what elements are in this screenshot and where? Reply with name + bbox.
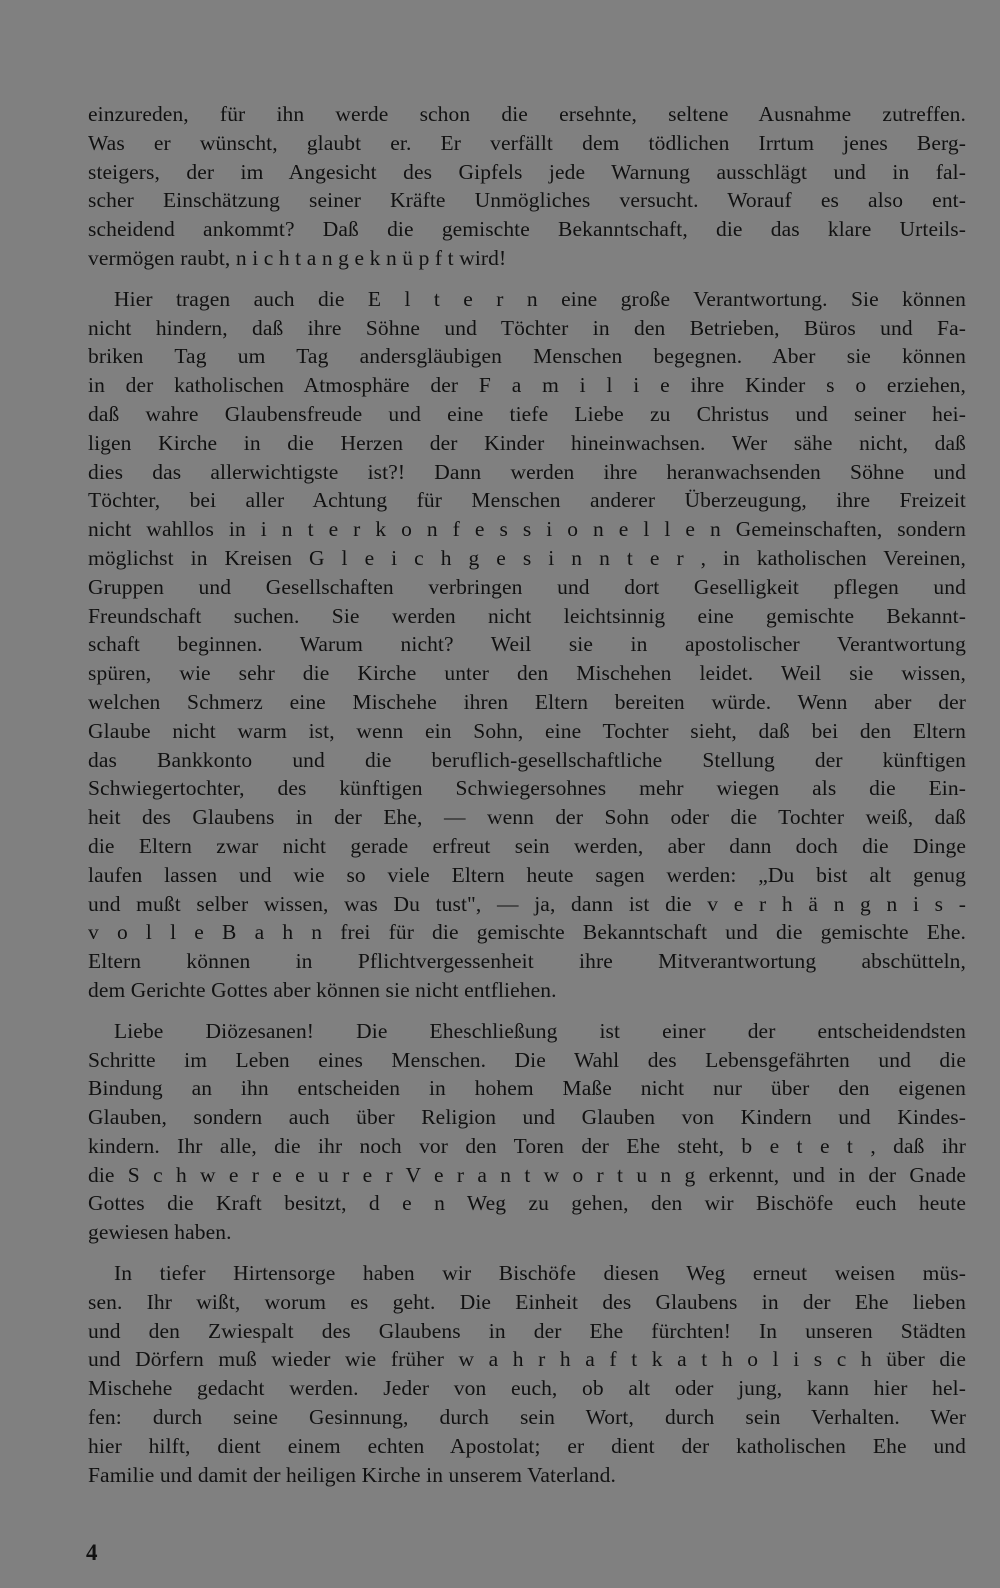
text-line: nicht hindern, daß ihre Söhne und Töchter in den Betrieben, Büros und Fa- <box>88 315 966 340</box>
text-line: Töchter, bei aller Achtung für Menschen anderer Überzeugung, ihre Freizeit <box>88 488 966 513</box>
paragraph-3 <box>88 1017 966 1247</box>
text-line: und mußt selber wissen, was Du tust", — ja, dann ist die v e r h ä n g n i s - <box>88 891 966 916</box>
text-line: In tiefer Hirtensorge haben wir Bischöfe diesen Weg erneut weisen müs- <box>114 1261 966 1286</box>
text-line: sen. Ihr wißt, worum es geht. Die Einheit des Glaubens in der Ehe lieben <box>88 1289 966 1314</box>
text-line: laufen lassen und wie so viele Eltern heute sagen werden: „Du bist alt genug <box>88 862 966 887</box>
text-line: scheidend ankommt? Daß die gemischte Bekanntschaft, die das klare Urteils- <box>88 217 966 242</box>
text-line: fen: durch seine Gesinnung, durch sein Wort, durch sein Verhalten. Wer <box>88 1405 966 1430</box>
text-line: spüren, wie sehr die Kirche unter den Mischehen leidet. Weil sie wissen, <box>88 661 966 686</box>
text-line: dies das allerwichtigste ist?! Dann werden ihre heranwachsenden Söhne und <box>88 459 966 484</box>
text-line: briken Tag um Tag andersgläubigen Menschen begegnen. Aber sie können <box>88 344 966 369</box>
document-body <box>88 100 966 1501</box>
text-line: Liebe Diözesanen! Die Eheschließung ist einer der entscheidendsten <box>114 1018 966 1043</box>
text-line: die Eltern zwar nicht gerade erfreut sein werden, aber dann doch die Dinge <box>88 833 966 858</box>
text-line: Glauben, sondern auch über Religion und Glauben von Kindern und Kindes- <box>88 1105 966 1130</box>
text-line: hier hilft, dient einem echten Apostolat; er dient der katholischen Ehe und <box>88 1433 966 1458</box>
text-line: Glaube nicht warm ist, wenn ein Sohn, eine Tochter sieht, daß bei den Eltern <box>88 718 966 743</box>
text-line: vermögen raubt, n i c h t a n g e k n ü p f t wird! <box>88 245 507 270</box>
text-line: scher Einschätzung seiner Kräfte Unmögliches versucht. Worauf es also ent- <box>88 188 966 213</box>
text-line: heit des Glaubens in der Ehe, — wenn der Sohn oder die Tochter weiß, daß <box>88 805 966 830</box>
paragraph-2 <box>88 285 966 1005</box>
text-line: Schritte im Leben eines Menschen. Die Wahl des Lebensgefährten und die <box>88 1047 966 1072</box>
text-line: Hier tragen auch die E l t e r n eine große Verantwortung. Sie können <box>114 286 966 311</box>
text-line: Freundschaft suchen. Sie werden nicht leichtsinnig eine gemischte Bekannt- <box>88 603 966 628</box>
text-line: die S c h w e r e e u r e r V e r a n t w o r t u n g erkennt, und in der Gnade <box>88 1162 966 1187</box>
text-line: Bindung an ihn entscheiden in hohem Maße nicht nur über den eigenen <box>88 1076 966 1101</box>
text-line: steigers, der im Angesicht des Gipfels jede Warnung ausschlägt und in fal- <box>88 159 966 184</box>
text-line: Gottes die Kraft besitzt, d e n Weg zu gehen, den wir Bischöfe euch heute <box>88 1191 966 1216</box>
text-line: möglichst in Kreisen G l e i c h g e s i n n t e r , in katholischen Vereinen, <box>88 545 966 570</box>
paragraph-4 <box>88 1259 966 1489</box>
text-line: Gruppen und Gesellschaften verbringen und dort Geselligkeit pflegen und <box>88 574 966 599</box>
text-line: Eltern können in Pflichtvergessenheit ihre Mitverantwortung abschütteln, <box>88 949 966 974</box>
text-line: einzureden, für ihn werde schon die ersehnte, seltene Ausnahme zutreffen. <box>88 102 966 126</box>
text-line: kindern. Ihr alle, die ihr noch vor den Toren der Ehe steht, b e t e t , daß ihr <box>88 1133 966 1158</box>
text-line: und den Zwiespalt des Glaubens in der Ehe fürchten! In unseren Städten <box>88 1318 966 1343</box>
text-line: Was er wünscht, glaubt er. Er verfällt dem tödlichen Irrtum jenes Berg- <box>88 130 966 155</box>
text-line: v o l l e B a h n frei für die gemischte Bekanntschaft und die gemischte Ehe. <box>88 920 966 945</box>
text-line: daß wahre Glaubensfreude und eine tiefe Liebe zu Christus und seiner hei- <box>88 401 966 426</box>
text-line: nicht wahllos in i n t e r k o n f e s s i o n e l l e n Gemeinschaften, sondern <box>88 517 966 542</box>
text-line: und Dörfern muß wieder wie früher w a h r h a f t k a t h o l i s c h über die <box>88 1347 966 1372</box>
text-line: dem Gerichte Gottes aber können sie nicht entfliehen. <box>88 977 557 1002</box>
text-line: ligen Kirche in die Herzen der Kinder hineinwachsen. Wer sähe nicht, daß <box>88 430 966 455</box>
text-line: Mischehe gedacht werden. Jeder von euch, ob alt oder jung, kann hier hel- <box>88 1376 966 1401</box>
text-line: welchen Schmerz eine Mischehe ihren Eltern bereiten würde. Wenn aber der <box>88 689 966 714</box>
text-line: schaft beginnen. Warum nicht? Weil sie in apostolischer Verantwortung <box>88 632 966 657</box>
text-line: in der katholischen Atmosphäre der F a m i l i e ihre Kinder s o erziehen, <box>88 373 966 398</box>
paragraph-1 <box>88 100 966 273</box>
text-line: Schwiegertochter, des künftigen Schwiegersohnes mehr wiegen als die Ein- <box>88 776 966 801</box>
text-line: das Bankkonto und die beruflich-gesellschaftliche Stellung der künftigen <box>88 747 966 772</box>
text-line: Familie und damit der heiligen Kirche in unserem Vaterland. <box>88 1462 616 1487</box>
text-line: gewiesen haben. <box>88 1220 232 1245</box>
page-number: 4 <box>86 1540 98 1565</box>
